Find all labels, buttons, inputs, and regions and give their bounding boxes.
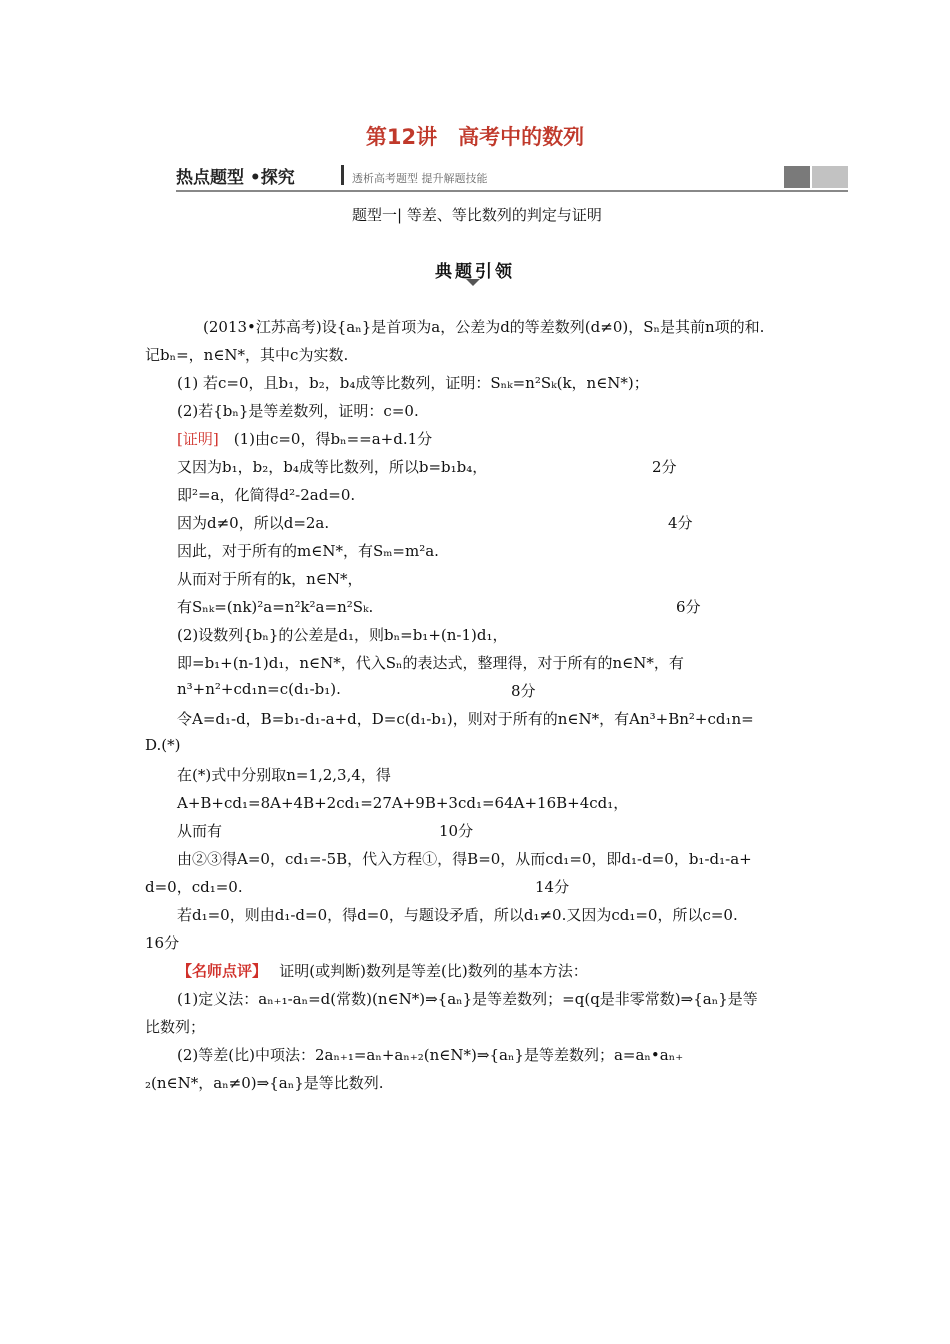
text-segment: (1)定义法：aₙ₊₁-aₙ=d(常数)(n∈N*)⇒{aₙ}是等差数列；=q(q是非零常数)⇒{aₙ}是等 xyxy=(177,990,758,1008)
text-segment: n³+n²+cd₁n=c(d₁-b₁). xyxy=(177,680,341,698)
text-line xyxy=(177,848,752,869)
text-segment: 4分 xyxy=(668,514,693,532)
text-segment: D.(*) xyxy=(145,736,181,754)
text-segment: 从而有 xyxy=(177,822,223,840)
text-segment: (2)设数列{bₙ}的公差是d₁，则bₙ=b₁+(n-1)d₁， xyxy=(177,626,508,644)
text-line xyxy=(145,736,180,754)
text-segment: 从而对于所有的k，n∈N*， xyxy=(177,570,363,588)
proof-label: [证明] xyxy=(177,430,219,448)
text-segment: 由②③得A=0，cd₁=-5B，代入方程①，得B=0，从而cd₁=0，即d₁-d=0，b₁-d₁-a+ xyxy=(177,850,752,868)
text-segment: 2分 xyxy=(652,458,677,476)
text-segment: 令A=d₁-d，B=b₁-d₁-a+d，D=c(d₁-b₁)，则对于所有的n∈N*，有An³+Bn²+cd₁n= xyxy=(177,710,754,728)
text-segment: ₂(n∈N*，aₙ≠0)⇒{aₙ}是等比数列. xyxy=(145,1074,384,1092)
text-line xyxy=(511,680,536,701)
text-line xyxy=(652,456,677,477)
text-line xyxy=(177,428,432,449)
text-line xyxy=(177,484,355,505)
text-segment: 即²=a，化简得d²-2ad=0. xyxy=(177,486,356,504)
text-segment: 证明(或判断)数列是等差(比)数列的基本方法： xyxy=(259,962,588,980)
text-line xyxy=(177,456,487,477)
section-bar-rule xyxy=(176,190,848,192)
text-line xyxy=(668,512,693,533)
text-segment: 因为d≠0，所以d=2a. xyxy=(177,514,330,532)
text-line xyxy=(177,1044,683,1065)
text-line xyxy=(177,904,738,925)
text-line xyxy=(177,624,507,645)
text-line xyxy=(177,568,362,589)
text-line xyxy=(177,652,684,673)
page-title: 第12讲 高考中的数列 xyxy=(365,125,585,149)
text-segment: 因此，对于所有的m∈N*，有Sₘ=m²a. xyxy=(177,542,439,560)
text-line xyxy=(145,344,348,365)
text-line xyxy=(177,372,649,393)
text-line xyxy=(177,596,373,617)
text-line xyxy=(535,876,569,897)
section-bar-divider xyxy=(341,165,344,185)
section-bar-subtitle: 透析高考题型 提升解题技能 xyxy=(352,172,488,185)
text-segment: (2)若{bₙ}是等差数列，证明：c=0. xyxy=(177,402,419,420)
text-line xyxy=(145,1016,205,1037)
text-line xyxy=(177,764,391,785)
text-segment: 即=b₁+(n-1)d₁，n∈N*，代入Sₙ的表达式，整理得，对于所有的n∈N*，有 xyxy=(177,654,684,672)
text-line xyxy=(177,960,588,981)
text-segment: 16分 xyxy=(145,934,180,952)
text-line xyxy=(177,988,758,1009)
text-line xyxy=(177,400,419,421)
text-line xyxy=(145,932,179,953)
text-segment: 记bₙ=，n∈N*，其中c为实数. xyxy=(145,346,349,364)
lead-heading: 典题引领 xyxy=(435,262,515,282)
text-segment: 8分 xyxy=(511,682,536,700)
section-bar xyxy=(176,163,848,193)
question-type-heading: 题型一| 等差、等比数列的判定与证明 xyxy=(352,206,602,224)
text-segment: d=0，cd₁=0. xyxy=(145,878,243,896)
text-line xyxy=(177,792,628,813)
text-line xyxy=(145,1072,384,1093)
text-line xyxy=(145,876,243,897)
text-line xyxy=(177,708,754,729)
text-line xyxy=(177,512,329,533)
text-segment: 比数列； xyxy=(145,1018,206,1036)
text-segment: 10分 xyxy=(439,822,474,840)
lead-triangle-icon xyxy=(466,279,480,286)
text-line xyxy=(177,820,222,841)
text-segment: (1) 若c=0，且b₁，b₂，b₄成等比数列，证明：Sₙₖ=n²Sₖ(k，n∈N*)； xyxy=(177,374,649,392)
text-segment: (1)由c=0，得bₙ==a+d.1分 xyxy=(218,430,433,448)
text-line xyxy=(676,596,701,617)
text-segment: 有Sₙₖ=(nk)²a=n²k²a=n²Sₖ. xyxy=(177,598,374,616)
text-segment: 又因为b₁，b₂，b₄成等比数列，所以b=b₁b₄， xyxy=(177,458,488,476)
text-segment: 若d₁=0，则由d₁-d=0，得d=0，与题设矛盾，所以d₁≠0.又因为cd₁=0，所以c=0. xyxy=(177,906,738,924)
text-segment: 14分 xyxy=(535,878,570,896)
text-segment: 6分 xyxy=(676,598,701,616)
section-bar-dark-block xyxy=(784,166,810,188)
text-line xyxy=(439,820,473,841)
text-line xyxy=(203,316,764,337)
text-line xyxy=(177,680,341,698)
section-bar-title: 热点题型 •探究 xyxy=(176,168,295,188)
teacher-comment-label: 【名师点评】 xyxy=(177,962,260,980)
text-segment: (2)等差(比)中项法：2aₙ₊₁=aₙ+aₙ₊₂(n∈N*)⇒{aₙ}是等差数列；a=aₙ•aₙ₊ xyxy=(177,1046,684,1064)
text-segment: (2013•江苏高考)设{aₙ}是首项为a，公差为d的等差数列(d≠0)，Sₙ是其前n项的和. xyxy=(203,318,765,336)
text-segment: A+B+cd₁=8A+4B+2cd₁=27A+9B+3cd₁=64A+16B+4cd₁， xyxy=(177,794,629,812)
text-segment: 在(*)式中分别取n=1,2,3,4，得 xyxy=(177,766,391,784)
text-line xyxy=(177,540,439,561)
section-bar-light-block xyxy=(812,166,848,188)
